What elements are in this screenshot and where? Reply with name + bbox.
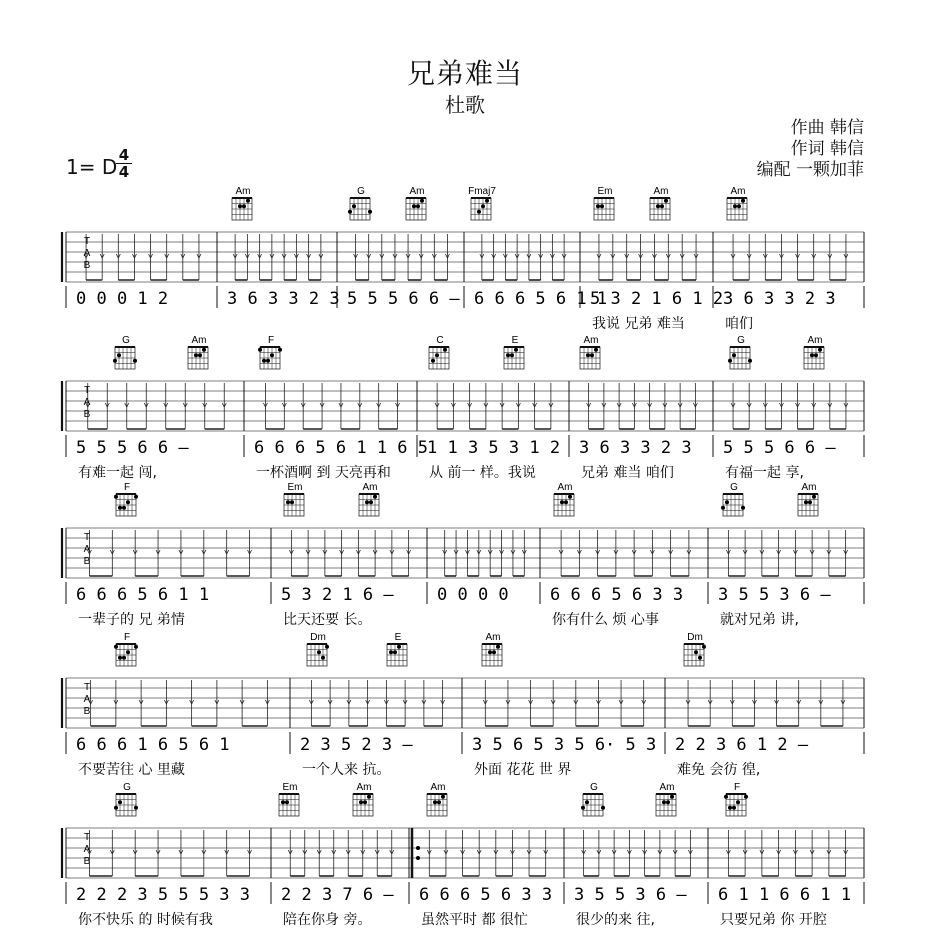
chord-dot	[814, 353, 818, 357]
jianpu-bar-1: 6 6 6 1 6 5 6 1	[76, 735, 230, 755]
chord-dot	[660, 204, 664, 208]
chord-diagram-g	[721, 482, 745, 516]
jianpu-bar-2: 6 6 6 5 6 1 1 6 5	[254, 438, 428, 458]
chord-dot	[290, 500, 294, 504]
chord-diagram-am	[798, 482, 818, 516]
chord-name: F	[267, 335, 275, 346]
system-4	[62, 632, 864, 778]
chord-diagram-am	[359, 482, 379, 516]
tab-clef-letter: T	[83, 682, 91, 693]
lyric-bar-3: 从 前一 样。我说	[429, 465, 536, 481]
chord-dot	[117, 353, 121, 357]
system-3	[62, 482, 864, 628]
jianpu-bar-1: 5 5 5 6 6 –	[76, 438, 189, 458]
chord-dot	[736, 800, 740, 804]
chord-dot	[367, 795, 371, 799]
chord-dot	[286, 500, 290, 504]
tab-clef-letter: B	[83, 856, 91, 867]
chord-name: G	[737, 335, 745, 346]
chord-dot	[506, 353, 510, 357]
chord-dot	[285, 800, 289, 804]
system-1	[62, 186, 864, 332]
time-signature-top: 4	[118, 146, 130, 164]
lyric-bar-1: 有难一起 闯,	[78, 465, 157, 481]
chord-dot	[488, 650, 492, 654]
chord-dot	[420, 199, 424, 203]
chord-diagram-e	[387, 632, 407, 666]
chord-name: G	[122, 335, 130, 346]
chord-name: Am	[807, 335, 823, 346]
chord-name: Dm	[687, 632, 703, 643]
credit-composer: 作曲 韩信	[790, 118, 864, 138]
song-title: 兄弟难当	[406, 57, 523, 90]
jianpu-bar-5: 5 3 2 1 6 1 2	[590, 289, 724, 309]
jianpu-bar-4: 2 2 3 6 1 2 –	[675, 735, 809, 755]
jianpu-bar-5: 5 5 5 6 6 –	[723, 438, 836, 458]
jianpu-bar-3: 3 5 6 5 3 5 6· 5 3	[472, 735, 657, 755]
chord-dot	[278, 348, 282, 352]
chord-dot	[246, 199, 250, 203]
chord-dot	[601, 806, 605, 810]
chord-dot	[114, 645, 118, 649]
chord-dot	[443, 348, 447, 352]
chord-diagram-am	[482, 632, 502, 666]
tab-clef-letter: T	[83, 532, 91, 543]
chord-dot	[122, 656, 126, 660]
chord-name: Am	[430, 782, 446, 793]
chord-dot	[134, 645, 138, 649]
chord-name: Em	[287, 482, 303, 493]
jianpu-bar-2: 2 3 5 2 3 –	[300, 735, 413, 755]
chord-diagram-g	[728, 335, 752, 369]
chord-name: F	[733, 782, 741, 793]
chord-diagram-g	[113, 335, 137, 369]
chord-dot	[202, 348, 206, 352]
chord-diagram-fmaj7	[468, 186, 496, 220]
lyric-bar-1: 你不快乐 的 时候有我	[78, 912, 213, 928]
chord-dot	[118, 800, 122, 804]
chord-dot	[262, 359, 266, 363]
lyric-bar-4: 兄弟 难当 咱们	[581, 465, 674, 481]
chord-diagram-dm	[307, 632, 329, 666]
chord-dot	[481, 204, 485, 208]
jianpu-bar-3: 5 5 5 6 6 –	[347, 289, 460, 309]
chord-dot	[492, 650, 496, 654]
chord-name: G	[123, 782, 131, 793]
lyric-bar-2: 比天还要 长。	[283, 612, 372, 628]
chord-dot	[733, 204, 737, 208]
repeat-dot	[416, 846, 420, 850]
chord-name: G	[357, 186, 365, 197]
chord-dot	[441, 795, 445, 799]
chord-name: E	[511, 335, 519, 346]
chord-diagram-dm	[684, 632, 706, 666]
chord-dot	[477, 210, 481, 214]
jianpu-bar-4: 6 6 6 5 6 1 1	[474, 289, 608, 309]
chord-name: F	[123, 482, 131, 493]
chord-dot	[118, 506, 122, 510]
jianpu-bar-2: 5 3 2 1 6 –	[281, 585, 394, 605]
chord-dot	[368, 210, 372, 214]
chord-diagram-f	[258, 335, 282, 369]
chord-dot	[596, 204, 600, 208]
chord-diagram-c	[429, 335, 449, 369]
chord-dot	[412, 204, 416, 208]
chord-dot	[564, 500, 568, 504]
chord-dot	[238, 204, 242, 208]
tab-clef-letter: A	[83, 397, 91, 408]
chord-dot	[737, 204, 741, 208]
chord-dot	[369, 500, 373, 504]
chord-dot	[585, 800, 589, 804]
chord-dot	[721, 506, 725, 510]
chord-dot	[728, 806, 732, 810]
chord-dot	[662, 800, 666, 804]
lyric-bar-2: 一个人来 抗。	[302, 762, 391, 778]
chord-name: Am	[191, 335, 207, 346]
system-5	[62, 782, 864, 928]
chord-dot	[393, 650, 397, 654]
chord-diagram-am	[232, 186, 252, 220]
chord-diagram-g	[348, 186, 372, 220]
chord-dot	[134, 806, 138, 810]
system-2	[62, 335, 864, 481]
chord-name: Am	[583, 335, 599, 346]
chord-dot	[281, 800, 285, 804]
chord-dot	[732, 353, 736, 357]
chord-name: Am	[801, 482, 817, 493]
chord-dot	[748, 359, 752, 363]
tab-clef-letter: A	[83, 248, 91, 259]
chord-dot	[664, 199, 668, 203]
chord-dot	[725, 500, 729, 504]
chord-dot	[122, 506, 126, 510]
key-signature: 1= D	[66, 155, 118, 179]
tab-clef-letter: A	[83, 544, 91, 555]
chord-dot	[560, 500, 564, 504]
chord-dot	[666, 800, 670, 804]
chord-dot	[431, 359, 435, 363]
chord-name: Am	[730, 186, 746, 197]
chord-dot	[397, 645, 401, 649]
chord-name: Fmaj7	[468, 186, 496, 197]
jianpu-bar-1: 6 6 6 5 6 1 1	[76, 585, 210, 605]
chord-dot	[804, 500, 808, 504]
chord-dot	[724, 795, 728, 799]
jianpu-bar-1: 2 2 2 3 5 5 5 3 3	[76, 885, 250, 905]
chord-dot	[198, 353, 202, 357]
lyric-bar-6: 咱们	[725, 316, 753, 332]
chord-dot	[389, 650, 393, 654]
jianpu-bar-4: 3 5 5 3 6 –	[574, 885, 687, 905]
chord-dot	[702, 645, 706, 649]
chord-diagram-am	[188, 335, 208, 369]
chord-diagram-f	[724, 782, 748, 816]
chord-dot	[317, 650, 321, 654]
chord-dot	[812, 495, 816, 499]
chord-dot	[258, 348, 262, 352]
chord-diagram-am	[554, 482, 574, 516]
time-signature-bottom: 4	[118, 163, 130, 181]
credit-lyricist: 作词 韩信	[790, 139, 864, 159]
chord-diagram-am	[427, 782, 447, 816]
chord-dot	[514, 348, 518, 352]
chord-diagram-g	[581, 782, 605, 816]
chord-dot	[741, 506, 745, 510]
chord-dot	[728, 359, 732, 363]
chord-dot	[194, 353, 198, 357]
chord-dot	[348, 210, 352, 214]
chord-dot	[594, 348, 598, 352]
lyric-bar-2: 陪在你身 旁。	[283, 912, 372, 928]
chord-dot	[365, 500, 369, 504]
chord-diagram-am	[650, 186, 670, 220]
lyric-bar-4: 难免 会彷 徨,	[677, 762, 761, 778]
tab-clef-letter: A	[83, 844, 91, 855]
credit-arranger: 编配 一颗加菲	[756, 160, 864, 180]
lyric-bar-2: 一杯酒啊 到 天亮再和	[256, 465, 391, 481]
jianpu-bar-2: 3 6 3 3 2 3	[227, 289, 340, 309]
chord-diagram-am	[580, 335, 600, 369]
chord-name: Am	[653, 186, 669, 197]
jianpu-bar-5: 3 5 5 3 6 –	[718, 585, 831, 605]
chord-name: Am	[235, 186, 251, 197]
chord-dot	[744, 795, 748, 799]
chord-name: C	[436, 335, 444, 346]
repeat-dot	[416, 856, 420, 860]
chord-diagram-am	[353, 782, 373, 816]
tab-clef-letter: B	[83, 260, 91, 271]
chord-diagram-e	[504, 335, 524, 369]
chord-name: Am	[356, 782, 372, 793]
chord-dot	[118, 656, 122, 660]
chord-dot	[656, 204, 660, 208]
chord-dot	[113, 359, 117, 363]
chord-name: Am	[409, 186, 425, 197]
chord-dot	[325, 645, 329, 649]
artist-name: 杜歌	[445, 93, 485, 117]
chord-dot	[435, 353, 439, 357]
tab-clef-letter: T	[83, 385, 91, 396]
chord-name: Am	[557, 482, 573, 493]
chord-dot	[600, 204, 604, 208]
chord-dot	[568, 495, 572, 499]
lyric-bar-5: 有福一起 享,	[725, 465, 804, 481]
chord-name: G	[590, 782, 598, 793]
chord-diagram-am	[406, 186, 426, 220]
chord-dot	[496, 645, 500, 649]
jianpu-bar-6: 3 6 3 3 2 3	[723, 289, 836, 309]
chord-dot	[321, 656, 325, 660]
chord-dot	[416, 204, 420, 208]
lyric-bar-3: 外面 花花 世 界	[474, 762, 572, 778]
chord-dot	[242, 204, 246, 208]
lyric-bar-5: 我说 兄弟 难当	[592, 316, 685, 332]
tab-clef-letter: A	[83, 694, 91, 705]
chord-dot	[590, 353, 594, 357]
chord-name: G	[730, 482, 738, 493]
chord-name: Am	[362, 482, 378, 493]
chord-diagram-am	[727, 186, 747, 220]
tab-clef-letter: T	[83, 236, 91, 247]
chord-name: Am	[659, 782, 675, 793]
chord-dot	[270, 353, 274, 357]
tab-clef-letter: B	[83, 706, 91, 717]
chord-dot	[698, 656, 702, 660]
chord-dot	[134, 495, 138, 499]
chord-dot	[437, 800, 441, 804]
chord-dot	[363, 800, 367, 804]
lyric-bar-1: 一辈子的 兄 弟情	[78, 612, 185, 628]
chord-dot	[586, 353, 590, 357]
chord-diagram-em	[279, 782, 299, 816]
tab-clef-letter: B	[83, 556, 91, 567]
chord-dot	[126, 500, 130, 504]
chord-dot	[266, 359, 270, 363]
chord-name: F	[123, 632, 131, 643]
chord-dot	[126, 650, 130, 654]
chord-dot	[670, 795, 674, 799]
chord-dot	[694, 650, 698, 654]
chord-name: Em	[597, 186, 613, 197]
chord-dot	[352, 204, 356, 208]
lyric-bar-4: 你有什么 烦 心事	[552, 612, 659, 628]
jianpu-bar-3: 6 6 6 5 6 3 3	[419, 885, 553, 905]
chord-dot	[359, 800, 363, 804]
chord-diagram-em	[284, 482, 304, 516]
chord-dot	[510, 353, 514, 357]
chord-diagram-am	[656, 782, 676, 816]
jianpu-bar-1: 0 0 0 1 2	[76, 289, 169, 309]
jianpu-bar-4: 3 6 3 3 2 3	[579, 438, 692, 458]
jianpu-bar-4: 6 6 6 5 6 3 3	[550, 585, 684, 605]
lyric-bar-1: 不要苦往 心 里藏	[78, 762, 185, 778]
lyric-bar-3: 虽然平时 都 很忙	[421, 912, 528, 928]
chord-diagram-f	[114, 632, 138, 666]
jianpu-bar-5: 6 1 1 6 6 1 1	[718, 885, 852, 905]
chord-dot	[133, 359, 137, 363]
chord-dot	[433, 800, 437, 804]
tab-clef-letter: T	[83, 832, 91, 843]
chord-dot	[114, 806, 118, 810]
lyric-bar-5: 就对兄弟 讲,	[720, 612, 799, 628]
chord-name: E	[394, 632, 402, 643]
chord-dot	[581, 806, 585, 810]
lyric-bar-5: 只要兄弟 你 开腔	[720, 912, 827, 928]
jianpu-bar-3: 1 1 3 5 3 1 2	[427, 438, 561, 458]
chord-diagram-g	[114, 782, 138, 816]
chord-dot	[732, 806, 736, 810]
chord-name: Am	[485, 632, 501, 643]
chord-diagram-am	[804, 335, 824, 369]
lyric-bar-4: 很少的来 往,	[576, 912, 655, 928]
chord-dot	[373, 495, 377, 499]
chord-dot	[114, 495, 118, 499]
chord-dot	[485, 199, 489, 203]
chord-diagram-f	[114, 482, 138, 516]
chord-dot	[818, 348, 822, 352]
jianpu-bar-3: 0 0 0 0	[437, 585, 509, 605]
chord-diagram-em	[594, 186, 614, 220]
chord-name: Dm	[310, 632, 326, 643]
tab-clef-letter: B	[83, 409, 91, 420]
chord-dot	[741, 199, 745, 203]
chord-dot	[808, 500, 812, 504]
chord-name: Em	[282, 782, 298, 793]
jianpu-bar-2: 2 2 3 7 6 –	[281, 885, 394, 905]
chord-dot	[810, 353, 814, 357]
